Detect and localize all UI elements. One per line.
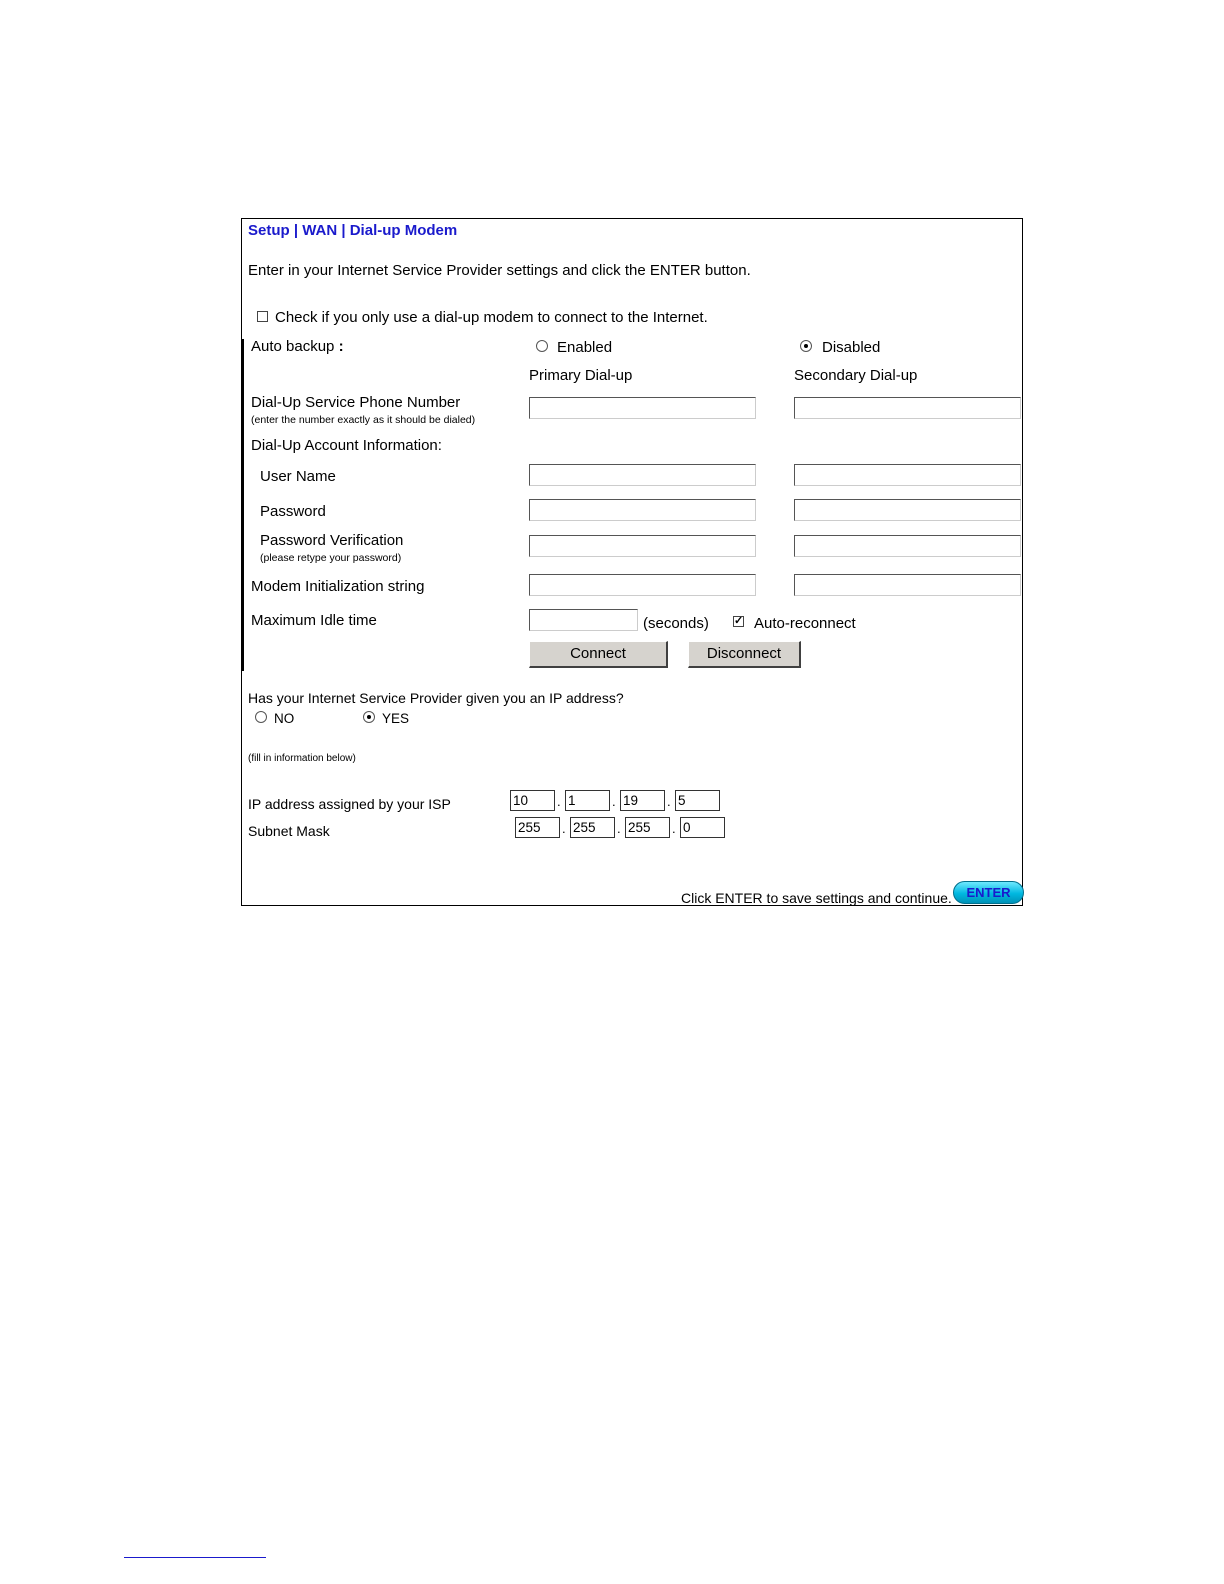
- secondary-dialup-heading: Secondary Dial-up: [794, 367, 918, 384]
- modem-init-label: Modem Initialization string: [251, 578, 425, 595]
- isp-ip-yes-label: YES: [382, 711, 410, 726]
- subnet-dot: .: [562, 821, 566, 836]
- disconnect-button[interactable]: Disconnect: [688, 641, 801, 668]
- subnet-octet-2-input[interactable]: [570, 817, 615, 838]
- secondary-phone-input[interactable]: [794, 397, 1021, 419]
- account-info-heading: Dial-Up Account Information:: [251, 437, 442, 454]
- isp-ip-no-label: NO: [274, 711, 295, 726]
- intro-text: Enter in your Internet Service Provider settings and click the ENTER button.: [248, 262, 751, 279]
- connect-button[interactable]: Connect: [529, 641, 668, 668]
- ip-dot: .: [667, 794, 671, 809]
- primary-username-input[interactable]: [529, 464, 756, 486]
- auto-backup-label: Auto backup :: [251, 338, 344, 355]
- secondary-password-input[interactable]: [794, 499, 1021, 521]
- isp-ip-yes-radio[interactable]: [363, 711, 375, 723]
- ip-octet-3-input[interactable]: [620, 790, 665, 811]
- primary-password-input[interactable]: [529, 499, 756, 521]
- ip-octet-1-input[interactable]: [510, 790, 555, 811]
- idle-time-unit: (seconds): [643, 615, 709, 632]
- auto-backup-enabled-radio[interactable]: [536, 340, 548, 352]
- subnet-octet-3-input[interactable]: [625, 817, 670, 838]
- phone-number-hint: (enter the number exactly as it should be dialed): [251, 414, 476, 426]
- auto-reconnect-checkbox[interactable]: ✓: [734, 615, 744, 627]
- ip-octet-4-input[interactable]: [675, 790, 720, 811]
- enter-button[interactable]: ENTER: [953, 881, 1024, 904]
- idle-time-input[interactable]: [529, 609, 638, 631]
- ip-address-label: IP address assigned by your ISP: [248, 796, 451, 812]
- username-label: User Name: [260, 468, 336, 485]
- isp-ip-no-radio[interactable]: [255, 711, 267, 723]
- secondary-username-input[interactable]: [794, 464, 1021, 486]
- primary-password-verify-input[interactable]: [529, 535, 756, 557]
- footer-instructions: Click ENTER to save settings and continue.: [681, 890, 952, 906]
- auto-backup-disabled-radio[interactable]: [800, 340, 812, 352]
- dialup-only-checkbox[interactable]: [257, 311, 268, 322]
- subnet-mask-label: Subnet Mask: [248, 823, 330, 839]
- subnet-octet-1-input[interactable]: [515, 817, 560, 838]
- primary-dialup-heading: Primary Dial-up: [529, 367, 633, 384]
- isp-ip-question: Has your Internet Service Provider given you an IP address?: [248, 690, 624, 706]
- dialup-only-label: Check if you only use a dial-up modem to connect to the Internet.: [275, 309, 708, 326]
- password-label: Password: [260, 503, 326, 520]
- fill-info-hint: (fill in information below): [248, 753, 356, 764]
- dialup-modem-panel: [241, 218, 1023, 906]
- subnet-dot: .: [617, 821, 621, 836]
- ip-dot: .: [557, 794, 561, 809]
- subnet-octet-4-input[interactable]: [680, 817, 725, 838]
- primary-modem-init-input[interactable]: [529, 574, 756, 596]
- password-verification-hint: (please retype your password): [260, 552, 402, 564]
- footnote-rule: [124, 1557, 266, 1558]
- auto-backup-disabled-label: Disabled: [822, 339, 881, 356]
- ip-octet-2-input[interactable]: [565, 790, 610, 811]
- secondary-password-verify-input[interactable]: [794, 535, 1021, 557]
- page-title: Setup | WAN | Dial-up Modem: [248, 222, 458, 239]
- primary-phone-input[interactable]: [529, 397, 756, 419]
- secondary-modem-init-input[interactable]: [794, 574, 1021, 596]
- section-rule: [242, 339, 244, 671]
- subnet-dot: .: [672, 821, 676, 836]
- auto-reconnect-label: Auto-reconnect: [754, 615, 856, 632]
- ip-dot: .: [612, 794, 616, 809]
- auto-backup-enabled-label: Enabled: [557, 339, 613, 356]
- idle-time-label: Maximum Idle time: [251, 612, 377, 629]
- password-verification-label: Password Verification: [260, 532, 404, 549]
- phone-number-label: Dial-Up Service Phone Number: [251, 394, 461, 411]
